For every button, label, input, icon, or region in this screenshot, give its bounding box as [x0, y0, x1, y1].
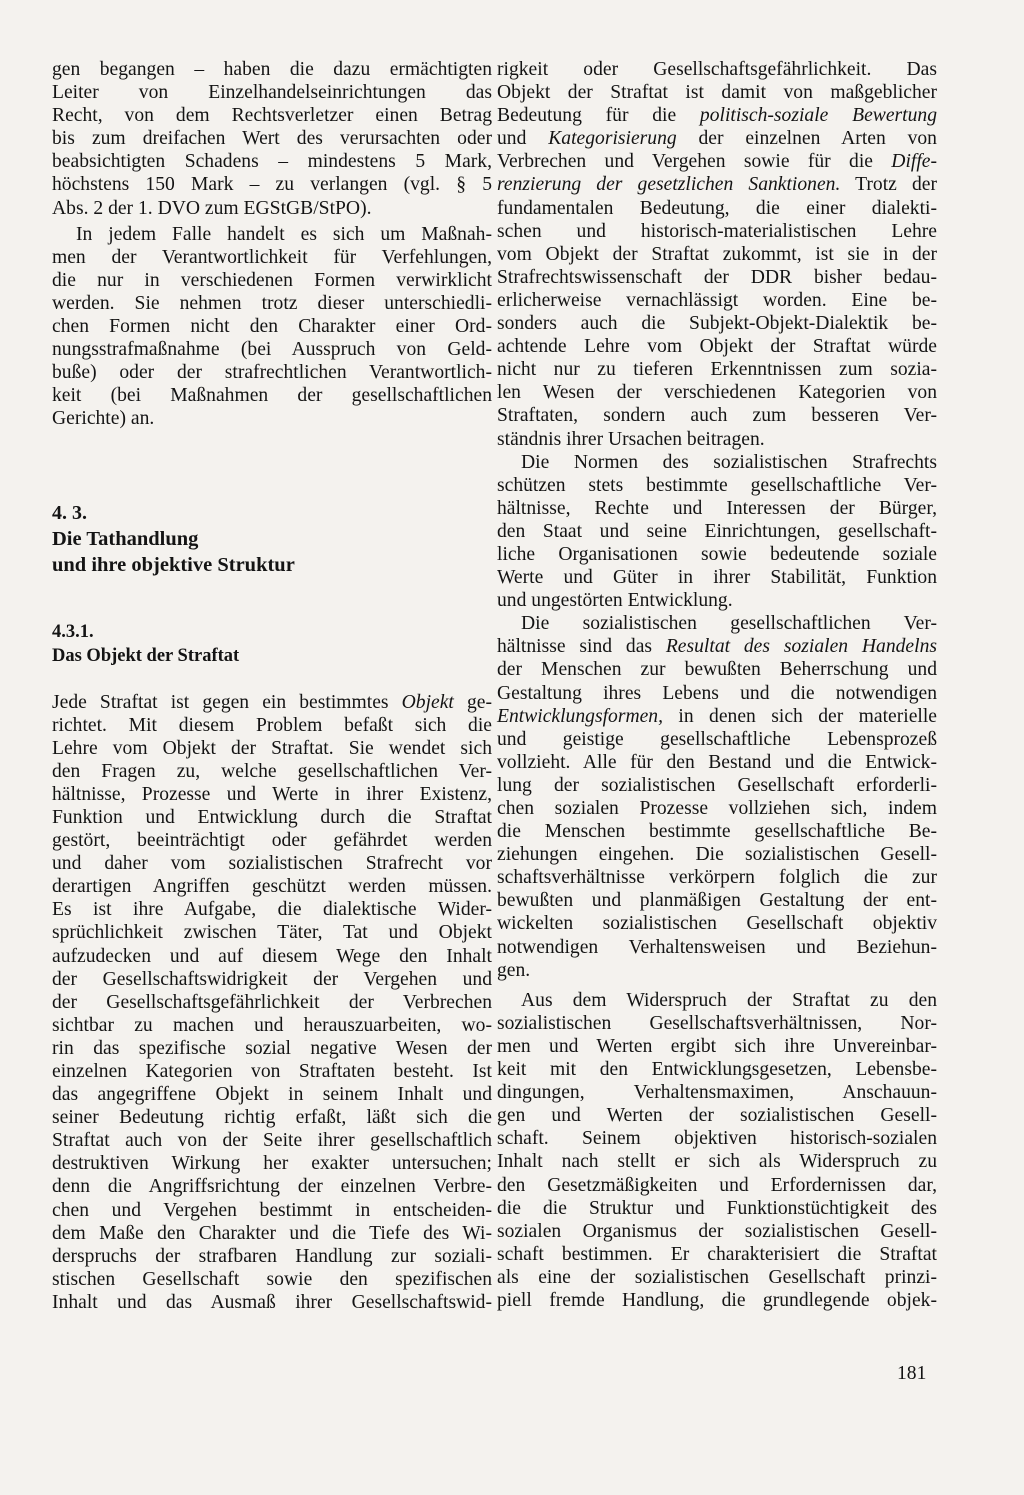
- text-line: buße) oder der strafrechtlichen Verantwortlich-: [52, 362, 492, 384]
- text-segment: und: [497, 128, 549, 150]
- text-line: Es ist ihre Aufgabe, die dialektische Wider-: [52, 899, 492, 921]
- text-line: Funktion und Entwicklung durch die Straftat: [52, 806, 492, 828]
- emphasis-text: politisch-soziale Bewertung: [699, 105, 937, 127]
- text-line: Abs. 2 der 1. DVO zum EGStGB/StPO).: [52, 197, 372, 219]
- text-line: Die sozialistischen gesellschaftlichen Ver-: [521, 613, 937, 635]
- text-line: gestört, beeinträchtigt oder gefährdet werden: [52, 830, 492, 852]
- text-line: Aus dem Widerspruch der Straftat zu den: [521, 989, 937, 1011]
- text-line: hältnisse, Prozesse und Werte in ihrer Existenz,: [52, 783, 492, 805]
- text-line: ständnis ihrer Ursachen beitragen.: [497, 428, 765, 450]
- text-line: den Staat und seine Einrichtungen, gesellschaft-: [497, 520, 937, 542]
- subsection-heading: [52, 620, 492, 668]
- text-line: wickelten sozialistischen Gesellschaft objektiv: [497, 913, 937, 935]
- text-line: gen begangen – haben die dazu ermächtigten: [52, 59, 492, 80]
- text-line: und ungestörten Entwicklung.: [497, 590, 733, 612]
- text-segment: ge-: [453, 691, 492, 713]
- text-line: Strafrechtswissenschaft der DDR bisher bedau-: [497, 266, 937, 288]
- text-line: Inhalt und das Ausmaß ihrer Gesellschaftswid-: [52, 1291, 492, 1313]
- text-segment: der einzelnen Arten von: [676, 128, 937, 150]
- text-line: derspruchs der strafbaren Handlung zur soziali-: [52, 1245, 492, 1267]
- text-line: keit mit den Entwicklungsgesetzen, Lebensbe-: [497, 1059, 937, 1081]
- left-column: [52, 58, 492, 1314]
- text-line: schen und historisch-materialistischen Lehre: [497, 220, 937, 242]
- text-line: Straftat auch von der Seite ihrer gesellschaftlich: [52, 1130, 492, 1152]
- text-line: stischen Gesellschaft sowie den spezifischen: [52, 1268, 492, 1290]
- text-line: Objekt der Straftat ist damit von maßgeblicher: [497, 82, 937, 104]
- text-line: den Gesetzmäßigkeiten und Erfordernissen dar,: [497, 1174, 937, 1196]
- text-line: [497, 705, 937, 728]
- right-column: [497, 58, 937, 1312]
- text-line: schaft. Seinem objektiven historisch-sozialen: [497, 1128, 937, 1150]
- text-line: gen und Werten der sozialistischen Gesell-: [497, 1105, 937, 1127]
- paragraph-norms: [497, 451, 937, 613]
- text-line: [497, 127, 937, 150]
- text-line: piell fremde Handlung, die grundlegende objek-: [497, 1289, 937, 1311]
- paragraph-continuation: [52, 58, 492, 220]
- text-line: denn die Angriffsrichtung der einzelnen Verbre-: [52, 1176, 492, 1198]
- section-title-line-2: und ihre objektive Struktur: [52, 553, 295, 576]
- text-line: und geistige gesellschaftliche Lebensprozeß: [497, 728, 937, 750]
- paragraph-object-of-crime: [52, 691, 492, 1315]
- text-line: rin das spezifische sozial negative Wesen der: [52, 1037, 492, 1059]
- paragraph-social-relations: [497, 612, 937, 982]
- text-line: In jedem Falle handelt es sich um Maßnah-: [76, 223, 492, 245]
- paragraph-significance: [497, 58, 937, 451]
- text-line: erlicherweise vernachlässigt worden. Eine be-: [497, 289, 937, 311]
- text-line: Inhalt nach stellt er sich als Widerspruch zu: [497, 1151, 937, 1173]
- text-line: len Wesen der verschiedenen Kategorien von: [497, 382, 937, 404]
- emphasis-text: Resultat des sozialen Handelns: [665, 636, 937, 658]
- text-line: chen Formen nicht den Charakter einer Ord-: [52, 316, 492, 338]
- text-line: notwendigen Verhaltensweisen und Beziehun-: [497, 936, 937, 958]
- text-line: ziehungen eingehen. Die sozialistischen Gesell-: [497, 844, 937, 866]
- text-line: vollzieht. Alle für den Bestand und die Entwick-: [497, 751, 937, 773]
- text-line: sozialen Organismus der sozialistischen Gesell-: [497, 1220, 937, 1242]
- paragraph-contradiction: [497, 989, 937, 1312]
- text-line: werden. Sie nehmen trotz dieser unterschiedli-: [52, 292, 492, 314]
- text-line: den Fragen zu, welche gesellschaftlichen Ver-: [52, 760, 492, 782]
- text-line: liche Organisationen sowie bedeutende soziale: [497, 543, 937, 565]
- text-line: nicht nur zu tieferen Erkenntnissen zum sozia-: [497, 359, 937, 381]
- text-line: schaft bestimmen. Er charakterisiert die Straftat: [497, 1243, 937, 1265]
- text-line: Straftaten, sondern auch zum besseren Ver-: [497, 405, 937, 427]
- text-segment: Jede Straftat ist gegen ein bestimmtes: [52, 691, 402, 713]
- section-number: 4. 3.: [52, 501, 87, 524]
- text-line: derartigen Angriffen geschützt werden müssen.: [52, 876, 492, 898]
- text-line: das angegriffene Objekt in seinem Inhalt und: [52, 1084, 492, 1106]
- text-line: Recht, von dem Rechtsverletzer einen Betrag: [52, 105, 492, 127]
- subsection-title: Das Objekt der Straftat: [52, 645, 240, 666]
- text-line: chen sozialen Prozesse vollziehen sich, indem: [497, 798, 937, 819]
- text-line: Leiter von Einzelhandelseinrichtungen das: [52, 82, 492, 104]
- text-line: dingungen, Verhaltensmaximen, Anschauun-: [497, 1082, 937, 1104]
- text-segment: in denen sich der materielle: [662, 705, 937, 727]
- text-line: rigkeit oder Gesellschaftsgefährlichkeit. Das: [497, 59, 937, 80]
- text-line: und daher vom sozialistischen Strafrecht vor: [52, 853, 492, 875]
- text-line: bewußten und planmäßigen Gestaltung der ent-: [497, 890, 937, 912]
- text-line: fundamentalen Bedeutung, die einer dialekti-: [497, 197, 937, 219]
- text-line: bis zum dreifachen Wert des verursachten oder: [52, 128, 492, 150]
- text-line: richtet. Mit diesem Problem befaßt sich die: [52, 714, 492, 736]
- text-line: als eine der sozialistischen Gesellschaft prinzi-: [497, 1266, 937, 1288]
- text-line: Lehre vom Objekt der Straftat. Sie wendet sich: [52, 737, 492, 759]
- text-line: lung der sozialistischen Gesellschaft erforderli-: [497, 774, 937, 796]
- text-line: seiner Bedeutung richtig erfaßt, läßt sich die: [52, 1107, 492, 1129]
- text-line: schützen stets bestimmte gesellschaftliche Ver-: [497, 474, 937, 496]
- text-line: beabsichtigten Schadens – mindestens 5 Mark,: [52, 151, 492, 173]
- text-line: vom Objekt der Straftat zukommt, ist sie in der: [497, 243, 937, 265]
- page-number: 181: [897, 1363, 927, 1384]
- text-line: Die Normen des sozialistischen Strafrechts: [521, 451, 937, 473]
- text-line: die nur in verschiedenen Formen verwirklicht: [52, 269, 492, 291]
- text-line: sprüchlichkeit zwischen Täter, Tat und Objekt: [52, 922, 492, 944]
- subsection-number: 4.3.1.: [52, 621, 94, 642]
- text-line: gen.: [497, 959, 531, 981]
- text-line: nungsstrafmaßnahme (bei Ausspruch von Geld-: [52, 339, 492, 361]
- text-line: einzelnen Kategorien von Straftaten besteht. Ist: [52, 1061, 492, 1082]
- text-segment: Verbrechen und Vergehen sowie für die: [497, 151, 892, 173]
- section-title-line-1: Die Tathandlung: [52, 527, 199, 550]
- text-segment: Trotz der: [840, 174, 937, 196]
- text-segment: hältnisse sind das: [497, 636, 666, 658]
- text-line: achtende Lehre vom Objekt der Straftat würde: [497, 336, 937, 358]
- section-heading: [52, 500, 492, 578]
- text-segment: Bedeutung für die: [497, 105, 700, 127]
- text-line: sichtbar zu machen und herauszuarbeiten, wo-: [52, 1014, 492, 1036]
- emphasis-text: Entwicklungsformen,: [497, 705, 663, 727]
- text-line: der Menschen zur bewußten Beherrschung und: [497, 659, 937, 681]
- text-line: men der Verantwortlichkeit für Verfehlungen,: [52, 246, 492, 268]
- text-line: [497, 635, 937, 658]
- text-line: men und Werten ergibt sich ihre Unvereinbar-: [497, 1035, 937, 1057]
- emphasis-text: renzierung der gesetzlichen Sanktionen.: [497, 174, 841, 196]
- text-line: sozialistischen Gesellschaftsverhältnissen, Nor-: [497, 1012, 937, 1034]
- text-line: [497, 104, 937, 127]
- text-line: Gerichte) an.: [52, 408, 155, 430]
- text-line: [52, 691, 492, 714]
- text-line: Werte und Güter in ihrer Stabilität, Funktion: [497, 567, 937, 589]
- text-line: schaftsverhältnisse verkörpern folglich die zur: [497, 867, 937, 889]
- text-line: die Menschen bestimmte gesellschaftliche Be-: [497, 821, 937, 843]
- text-line: der Gesellschaftswidrigkeit der Vergehen und: [52, 968, 492, 990]
- text-line: der Gesellschaftsgefährlichkeit der Verbrechen: [52, 991, 492, 1013]
- text-line: dem Maße den Charakter und die Tiefe des Wi-: [52, 1222, 492, 1244]
- text-line: sonders auch die Subjekt-Objekt-Dialektik be-: [497, 313, 937, 335]
- text-line: Gestaltung ihres Lebens und die notwendigen: [497, 682, 937, 704]
- emphasis-text: Diffe-: [891, 151, 937, 173]
- paragraph-measures: [52, 223, 492, 431]
- emphasis-text: Kategorisierung: [548, 128, 677, 150]
- text-line: höchstens 150 Mark – zu verlangen (vgl. § 5: [52, 174, 492, 196]
- text-line: aufzudecken und auf diesem Wege den Inhalt: [52, 945, 492, 967]
- text-line: chen und Vergehen bestimmt in entscheiden-: [52, 1199, 492, 1221]
- text-line: destruktiven Wirkung her exakter untersuchen;: [52, 1153, 492, 1175]
- text-line: hältnisse, Rechte und Interessen der Bürger,: [497, 497, 937, 519]
- emphasis-text: Objekt: [401, 691, 454, 713]
- text-line: keit (bei Maßnahmen der gesellschaftlichen: [52, 385, 492, 407]
- text-line: die die Struktur und Funktionstüchtigkeit des: [497, 1197, 937, 1219]
- text-line: [497, 150, 937, 173]
- text-line: [497, 173, 937, 196]
